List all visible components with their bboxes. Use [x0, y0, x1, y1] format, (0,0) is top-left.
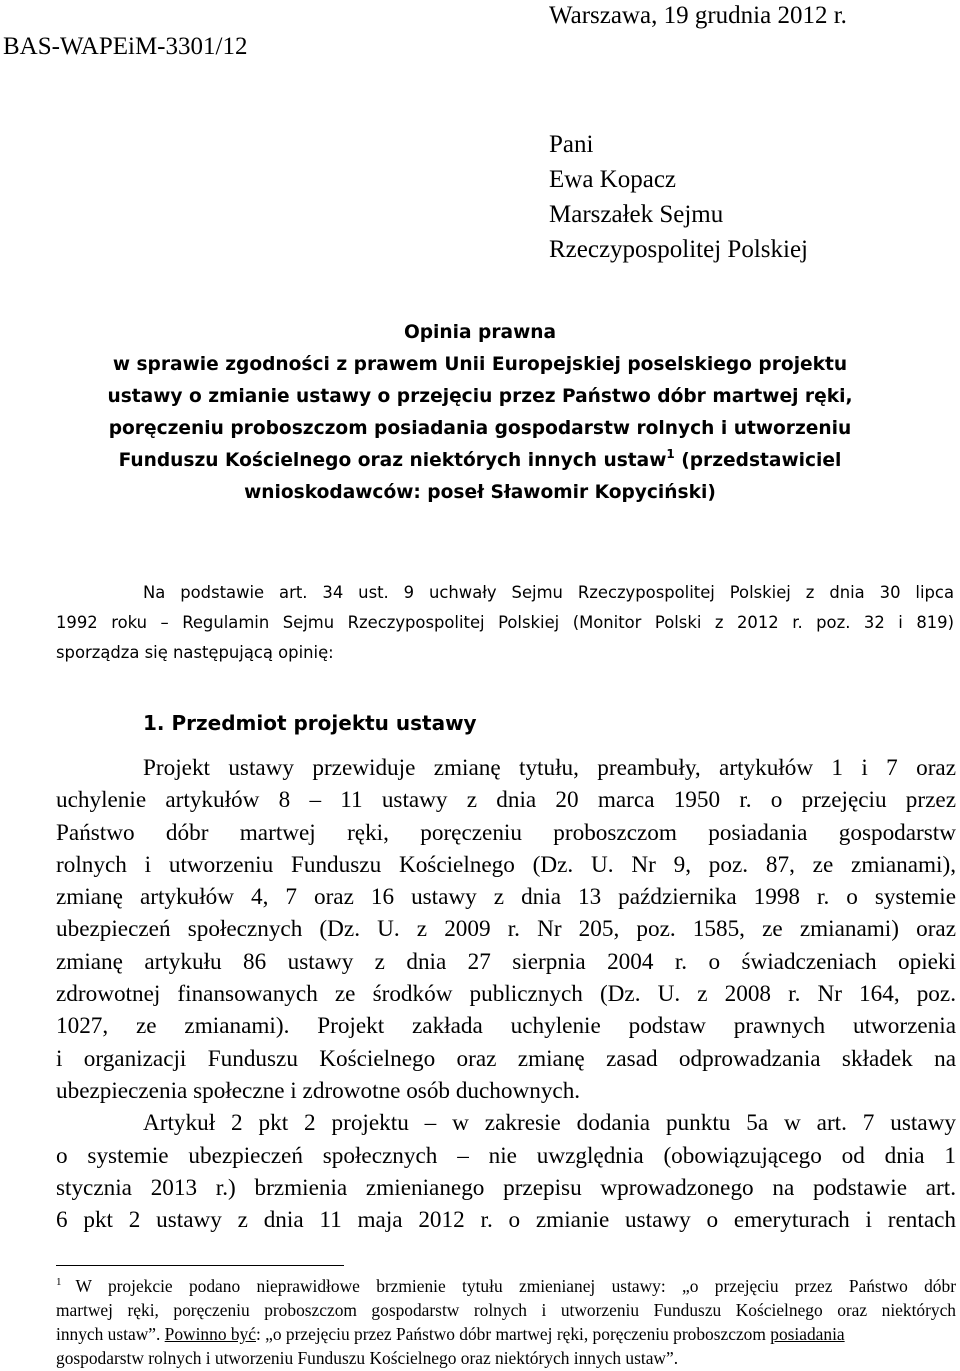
- intro-line: 1992 roku – Regulamin Sejmu Rzeczypospolitej Polskiej (Monitor Polski z 2012 r. poz. 32 i 819): [56, 613, 954, 632]
- intro-line: Na podstawie art. 34 ust. 9 uchwały Sejmu Rzeczypospolitej Polskiej z dnia 30 lipca: [143, 583, 954, 602]
- title-text: Funduszu Kościelnego oraz niektórych innych ustaw: [118, 450, 667, 471]
- footnote-line: [56, 1274, 956, 1298]
- footnote-reference[interactable]: 1: [666, 447, 675, 461]
- addressee-block: [549, 127, 808, 267]
- document-date: Warszawa, 19 grudnia 2012 r.: [549, 2, 847, 29]
- section-body: [56, 752, 956, 1236]
- document-signature: BAS-WAPEiM-3301/12: [3, 33, 248, 60]
- footnote-text: : „o przejęciu przez Państwo dóbr martwej ręki, poręczeniu proboszczom: [255, 1324, 771, 1344]
- body-line: 6 pkt 2 ustawy z dnia 11 maja 2012 r. o zmianie ustawy o emeryturach i rentach: [56, 1207, 956, 1234]
- body-line: Projekt ustawy przewiduje zmianę tytułu, preambuły, artykułów 1 i 7 oraz: [143, 755, 956, 781]
- footnote-line: martwej ręki, poręczeniu proboszczom gospodarstw rolnych i utworzeniu Funduszu Kościelnego oraz niektórych: [56, 1300, 956, 1320]
- title-line: Opinia prawna: [403, 322, 557, 343]
- title-line: [0, 445, 960, 477]
- body-line: zdrowotnej finansowanych ze środków publicznych (Dz. U. z 2008 r. Nr 164, poz.: [56, 981, 956, 1008]
- body-line: zmianę artykułu 86 ustawy z dnia 27 sierpnia 2004 r. o świadczeniach opieki: [56, 948, 956, 975]
- body-line: uchylenie artykułów 8 – 11 ustawy z dnia 20 marca 1950 r. o przejęciu przez: [56, 787, 956, 814]
- body-line: 1027, ze zmianami). Projekt zakłada uchylenie podstaw prawnych utworzenia: [56, 1013, 956, 1040]
- title-line: ustawy o zmianie ustawy o przejęciu przez Państwo dóbr martwej ręki,: [107, 386, 853, 407]
- body-line: stycznia 2013 r.) brzmienia zmienianego przepisu wprowadzonego na podstawie art.: [56, 1174, 956, 1201]
- footnote-text: W projekcie podano nieprawidłowe brzmienie tytułu zmienianej ustawy: „o przejęciu przez Państwo dóbr: [75, 1276, 956, 1296]
- footnote: [56, 1274, 956, 1370]
- body-line: i organizacji Funduszu Kościelnego oraz zmianę zasad odprowadzania składek na: [56, 1045, 956, 1072]
- footnote-underlined: posiadania: [770, 1324, 845, 1344]
- title-line: poręczeniu proboszczom posiadania gospodarstw rolnych i utworzeniu: [108, 418, 852, 439]
- footnote-mark: 1: [56, 1276, 62, 1288]
- intro-paragraph: [56, 578, 954, 668]
- addressee-line: Marszałek Sejmu: [549, 201, 724, 228]
- footnote-underlined: Powinno być: [164, 1324, 256, 1344]
- footnote-line: gospodarstw rolnych i utworzeniu Funduszu Kościelnego oraz niektórych innych ustaw”.: [56, 1348, 679, 1368]
- body-line: ubezpieczenia społeczne i zdrowotne osób duchownych.: [56, 1077, 581, 1104]
- body-line: rolnych i utworzeniu Funduszu Kościelnego (Dz. U. Nr 9, poz. 87, ze zmianami),: [56, 851, 956, 878]
- footnote-text: innych ustaw”.: [56, 1324, 165, 1344]
- body-line: ubezpieczeń społecznych (Dz. U. z 2009 r. Nr 205, poz. 1585, ze zmianami) oraz: [56, 916, 956, 943]
- document-title: [0, 317, 960, 509]
- title-text: (przedstawiciel: [674, 450, 842, 471]
- addressee-line: Rzeczypospolitej Polskiej: [549, 236, 808, 263]
- section-heading: 1. Przedmiot projektu ustawy: [143, 711, 477, 735]
- footnote-line: [56, 1322, 956, 1346]
- body-line: zmianę artykułów 4, 7 oraz 16 ustawy z dnia 13 października 1998 r. o systemie: [56, 884, 956, 911]
- title-line: wnioskodawców: poseł Sławomir Kopyciński): [244, 482, 716, 503]
- body-line: o systemie ubezpieczeń społecznych – nie uwzględnia (obowiązującego od dnia 1: [56, 1142, 956, 1169]
- body-line: Państwo dóbr martwej ręki, poręczeniu proboszczom posiadania gospodarstw: [56, 819, 956, 846]
- title-line: w sprawie zgodności z prawem Unii Europejskiej poselskiego projektu: [112, 354, 848, 375]
- body-line: Artykuł 2 pkt 2 projektu – w zakresie dodania punktu 5a w art. 7 ustawy: [143, 1110, 956, 1137]
- addressee-line: Pani: [549, 131, 594, 158]
- footnote-separator: [56, 1265, 344, 1266]
- addressee-line: Ewa Kopacz: [549, 166, 677, 193]
- intro-line: sporządza się następującą opinię:: [56, 643, 334, 662]
